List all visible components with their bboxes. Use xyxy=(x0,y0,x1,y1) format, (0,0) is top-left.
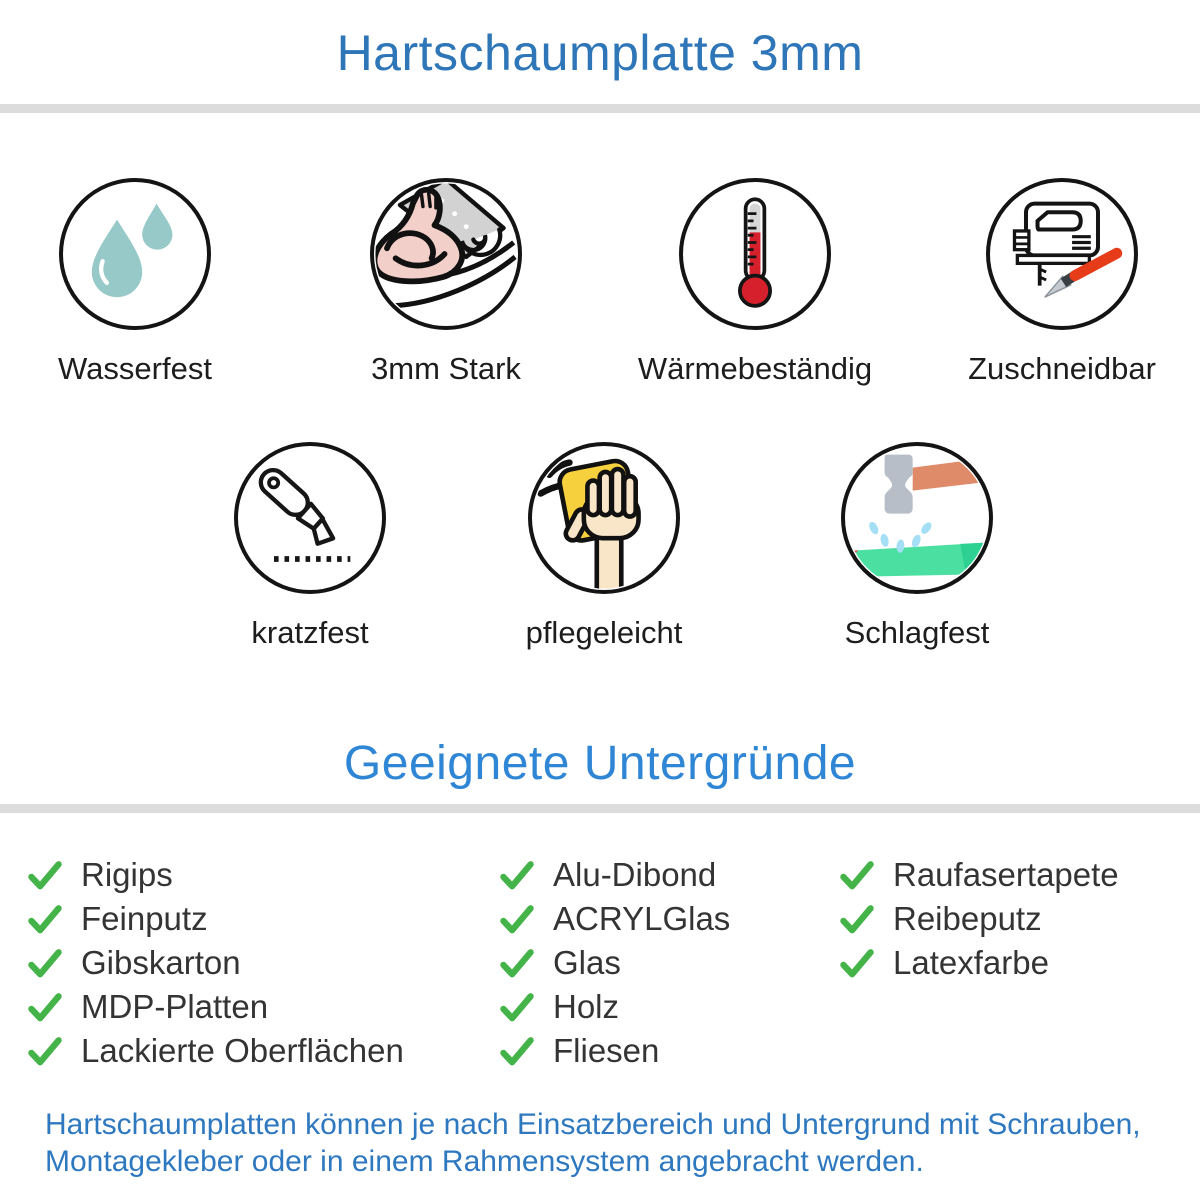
surface-item xyxy=(26,941,404,985)
page-title: Hartschaumplatte 3mm xyxy=(336,25,864,81)
checkmark-icon xyxy=(26,859,64,892)
water-drops-icon xyxy=(59,178,211,330)
wiping-hand-icon xyxy=(528,442,680,594)
surface-item-label: Gibskarton xyxy=(81,944,241,981)
divider-surfaces xyxy=(0,804,1200,813)
surface-item-label: Latexfarbe xyxy=(893,944,1049,981)
checkmark-icon xyxy=(498,1035,536,1068)
muscle-arm-icon xyxy=(370,178,522,330)
mounting-note: Hartschaumplatten können je nach Einsatzbereich und Untergrund mit Schrauben, Montagekleber oder in einem Rahmensystem angebracht werden. xyxy=(45,1108,1141,1179)
surface-item xyxy=(498,941,730,985)
checkmark-icon xyxy=(498,991,536,1024)
feature-label: Schlagfest xyxy=(844,615,990,650)
surface-item xyxy=(838,897,1119,941)
surface-item-label: Fliesen xyxy=(553,1032,660,1069)
surface-item xyxy=(498,853,730,897)
checkmark-icon xyxy=(838,947,876,980)
feature-wasserfest xyxy=(5,178,265,387)
surface-item-label: ACRYLGlas xyxy=(553,900,731,937)
checkmark-icon xyxy=(838,903,876,936)
surfaces-column-2 xyxy=(498,853,730,1073)
feature-label: Wärmebeständig xyxy=(637,351,873,386)
surface-item-label: Glas xyxy=(553,944,621,981)
checkmark-icon xyxy=(498,947,536,980)
surfaces-title: Geeignete Untergründe xyxy=(343,737,857,790)
feature-label: kratzfest xyxy=(251,615,369,650)
surfaces-column-3 xyxy=(838,853,1119,985)
checkmark-icon xyxy=(26,947,64,980)
feature-3mm-stark xyxy=(316,178,576,387)
feature-label: 3mm Stark xyxy=(371,351,521,386)
surface-item-label: MDP-Platten xyxy=(81,988,269,1025)
feature-schlagfest xyxy=(787,442,1047,651)
feature-waermebestaendig xyxy=(625,178,885,387)
surfaces-column-1 xyxy=(26,853,404,1073)
surface-item-label: Lackierte Oberflächen xyxy=(81,1032,404,1069)
feature-label: Zuschneidbar xyxy=(968,351,1156,386)
surface-item-label: Raufasertapete xyxy=(893,856,1119,893)
checkmark-icon xyxy=(26,903,64,936)
surface-item xyxy=(26,897,404,941)
checkmark-icon xyxy=(26,991,64,1024)
surface-item xyxy=(498,897,730,941)
surface-item-label: Reibeputz xyxy=(893,900,1042,937)
surface-item xyxy=(838,941,1119,985)
surface-item xyxy=(26,1029,404,1073)
checkmark-icon xyxy=(838,859,876,892)
feature-kratzfest xyxy=(180,442,440,651)
feature-label: Wasserfest xyxy=(58,351,212,386)
surface-item xyxy=(498,1029,730,1073)
surface-item-label: Feinputz xyxy=(81,900,208,937)
checkmark-icon xyxy=(26,1035,64,1068)
feature-pflegeleicht xyxy=(474,442,734,651)
hammer-impact-icon xyxy=(841,442,993,594)
thermometer-icon xyxy=(679,178,831,330)
feature-zuschneidbar xyxy=(932,178,1192,387)
feature-label: pflegeleicht xyxy=(525,615,683,650)
utility-knife-icon xyxy=(234,442,386,594)
checkmark-icon xyxy=(498,903,536,936)
surface-item-label: Rigips xyxy=(81,856,173,893)
surface-item-label: Alu-Dibond xyxy=(553,856,717,893)
surface-item xyxy=(838,853,1119,897)
jigsaw-cutter-icon xyxy=(986,178,1138,330)
checkmark-icon xyxy=(498,859,536,892)
surface-item xyxy=(26,853,404,897)
surface-item xyxy=(498,985,730,1029)
surface-item xyxy=(26,985,404,1029)
divider-top xyxy=(0,104,1200,113)
surface-item-label: Holz xyxy=(553,988,620,1025)
